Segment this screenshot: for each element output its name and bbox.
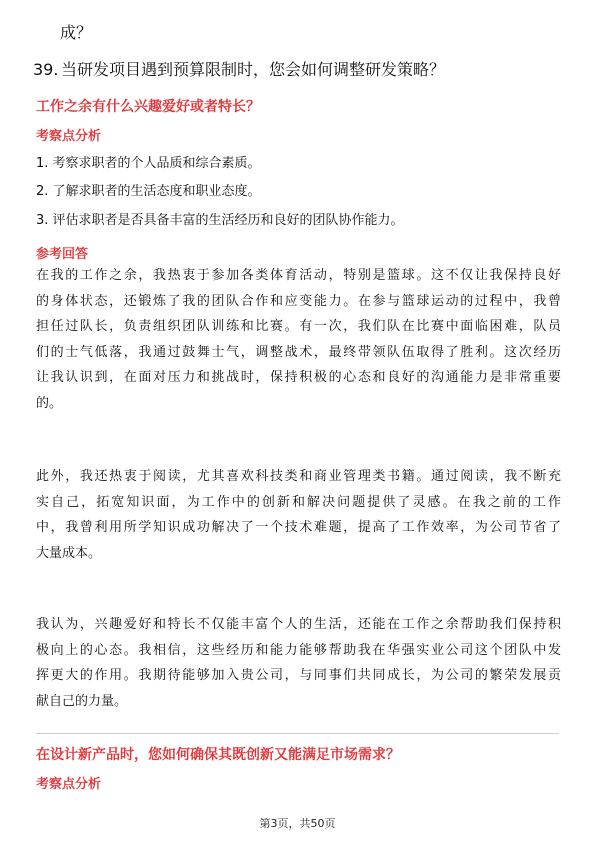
analysis-item: 3. 评估求职者是否具备丰富的生活经历和良好的团队协作能力。	[36, 213, 404, 228]
section-divider	[36, 733, 559, 734]
answer-paragraph-1	[36, 263, 561, 417]
question-title	[33, 57, 445, 80]
text-line: 挥更大的作用。我期待能够加入贵公司，与同事们共同成长，为公司的繁荣发展贡	[36, 668, 561, 684]
analysis-item: 1. 考察求职者的个人品质和综合素质。	[36, 156, 261, 171]
answer-paragraph-2	[36, 464, 561, 566]
text-line: 们的士气低落，我通过鼓舞士气，调整战术，最终带领队伍取得了胜利。这次经历	[36, 344, 561, 360]
section-heading: 工作之余有什么兴趣爱好或者特长？	[36, 99, 260, 115]
section-heading: 在设计新产品时，您如何确保其既创新又能满足市场需求？	[36, 747, 400, 763]
text-line: 的身体状态，还锻炼了我的团队合作和应变能力。在参与篮球运动的过程中，我曾	[36, 293, 561, 309]
question-text: 当研发项目遇到预算限制时，您会如何调整研发策略？	[61, 60, 446, 79]
analysis-label: 考察点分析	[36, 777, 102, 792]
answer-paragraph-3	[36, 612, 561, 714]
text-line: 我认为，兴趣爱好和特长不仅能丰富个人的生活，还能在工作之余帮助我们保持积	[36, 617, 561, 632]
text-line: 担任过队长，负责组织团队训练和比赛。有一次，我们队在比赛中面临困难，队员	[36, 319, 561, 335]
analysis-item: 2. 了解求职者的生活态度和职业态度。	[36, 184, 261, 199]
text-line: 献自己的力量。	[36, 693, 128, 709]
answer-label: 参考回答	[36, 247, 89, 262]
text-line: 此外，我还热衷于阅读，尤其喜欢科技类和商业管理类书籍。通过阅读，我不断充	[36, 469, 561, 484]
text-line: 让我认识到，在面对压力和挑战时，保持积极的心态和良好的沟通能力是非常重要	[36, 370, 561, 386]
text-line: 极向上的心态。我相信，这些经历和能力能够帮助我在华强实业公司这个团队中发	[36, 642, 561, 658]
text-line: 的。	[36, 395, 63, 411]
analysis-label: 考察点分析	[36, 129, 102, 144]
text-line: 在我的工作之余，我热衷于参加各类体育活动，特别是篮球。这不仅让我保持良好	[36, 268, 561, 283]
page-footer: 第3页，共50页	[259, 817, 336, 830]
question-number: 39.	[33, 60, 59, 79]
text-line: 大量成本。	[36, 545, 102, 561]
text-line: 实自己，拓宽知识面，为工作中的创新和解决问题提供了灵感。在我之前的工作	[36, 494, 561, 510]
text-line: 中，我曾利用所学知识成功解决了一个技术难题，提高了工作效率，为公司节省了	[36, 520, 561, 536]
continued-text: 成？	[60, 23, 93, 42]
